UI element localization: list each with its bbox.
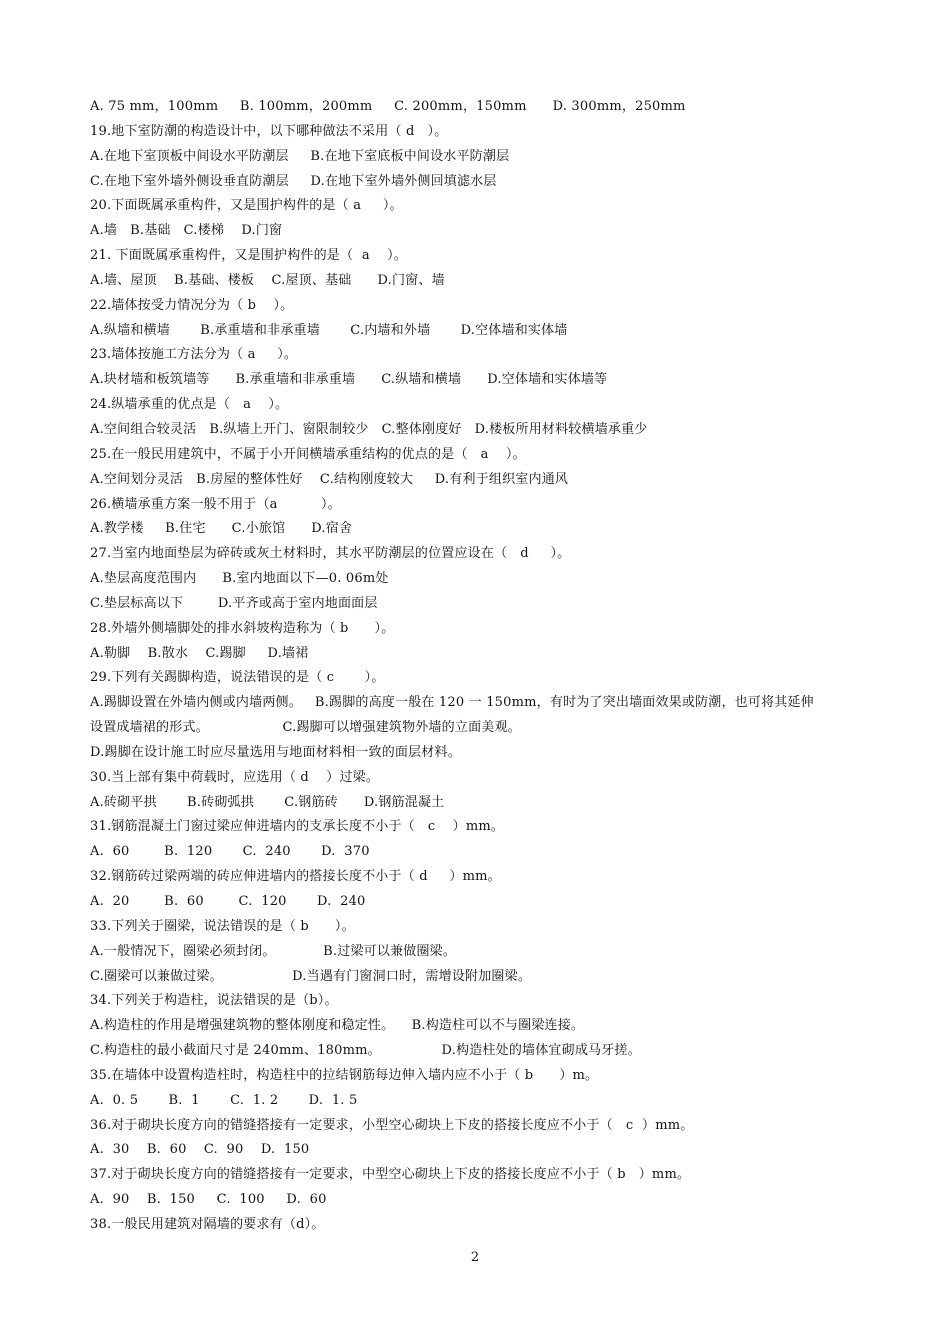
text-line: A. 90 B. 150 C. 100 D. 60	[90, 1192, 327, 1208]
text-line: A.砖砌平拱 B.砖砌弧拱 C.钢筋砖 D.钢筋混凝土	[90, 794, 445, 810]
text-line: 20.下面既属承重构件，又是围护构件的是（ a ）。	[90, 198, 403, 214]
text-line: 24.纵墙承重的优点是（ a ）。	[90, 397, 289, 413]
text-line: 33.下列关于圈梁，说法错误的是（ b ）。	[90, 918, 355, 934]
text-line: 27.当室内地面垫层为碎砖或灰土材料时，其水平防潮层的位置应设在（ d ）。	[90, 546, 571, 562]
text-line: 21. 下面既属承重构件，又是围护构件的是（ a ）。	[90, 248, 408, 264]
text-line: A.空间组合较灵活 B.纵墙上开门、窗限制较少 C.整体刚度好 D.楼板所用材料较横墙承重少	[90, 421, 648, 437]
text-line: A. 20 B. 60 C. 120 D. 240	[90, 894, 366, 909]
text-line: A. 75 mm，100mm B. 100mm，200mm C. 200mm，150mm D. 300mm，250mm	[90, 99, 686, 114]
text-line: 38.一般民用建筑对隔墙的要求有（d）。	[90, 1216, 325, 1232]
text-line: 23.墙体按施工方法分为（ a ）。	[90, 347, 298, 363]
text-line: C.在地下室外墙外侧设垂直防潮层 D.在地下室外墙外侧回填滤水层	[90, 173, 497, 189]
text-line: A.墙、屋顶 B.基础、楼板 C.屋顶、基础 D.门窗、墙	[90, 272, 445, 288]
text-line: A.勒脚 B.散水 C.踢脚 D.墙裙	[90, 645, 309, 661]
text-line: 19.地下室防潮的构造设计中，以下哪种做法不采用（ d ）。	[90, 123, 448, 139]
text-line: A. 30 B. 60 C. 90 D. 150	[90, 1142, 310, 1158]
text-line: 25.在一般民用建筑中，不属于小开间横墙承重结构的优点的是（ a ）。	[90, 446, 526, 462]
text-line: 35.在墙体中设置构造柱时，构造柱中的拉结钢筋每边伸入墙内应不小于（ b ）m。	[90, 1067, 599, 1083]
text-line: 设置成墙裙的形式。 C.踢脚可以增强建筑物外墙的立面美观。	[90, 720, 521, 736]
text-line: A. 60 B. 120 C. 240 D. 370	[90, 844, 370, 860]
text-line: C.垫层标高以下 D.平齐或高于室内地面面层	[90, 595, 378, 611]
text-line: C.构造柱的最小截面尺寸是 240mm、180mm。 D.构造柱处的墙体宜砌成马牙搓。	[90, 1043, 641, 1059]
text-line: A.块材墙和板筑墙等 B.承重墙和非承重墙 C.纵墙和横墙 D.空体墙和实体墙等	[90, 372, 608, 388]
page-number: 2	[470, 1250, 480, 1265]
text-line: 36.对于砌块长度方向的错缝搭接有一定要求，小型空心砌块上下皮的搭接长度应不小于（ c ）mm。	[90, 1117, 694, 1133]
text-line: A.一般情况下，圈梁必须封闭。 B.过梁可以兼做圈梁。	[90, 943, 457, 959]
text-line: A.在地下室顶板中间设水平防潮层 B.在地下室底板中间设水平防潮层	[90, 148, 510, 164]
text-line: A.墙 B.基础 C.楼梯 D.门窗	[90, 223, 283, 239]
text-line: D.踢脚在设计施工时应尽量选用与地面材料相一致的面层材料。	[90, 744, 461, 760]
text-line: A. 0. 5 B. 1 C. 1. 2 D. 1. 5	[90, 1092, 358, 1108]
text-line: 30.当上部有集中荷载时，应选用（ d ）过梁。	[90, 769, 380, 785]
text-line: A.踢脚设置在外墙内侧或内墙两侧。 B.踢脚的高度一般在 120 一 150mm，有时为了突出墙面效果或防潮，也可将其延伸	[90, 695, 814, 711]
text-line: 32.钢筋砖过梁两端的砖应伸进墙内的搭接长度不小于（ d ）mm。	[90, 869, 501, 885]
text-lines	[90, 95, 870, 1238]
text-line: C.圈梁可以兼做过梁。 D.当遇有门窗洞口时，需增设附加圈梁。	[90, 968, 532, 984]
text-line: 22.墙体按受力情况分为（ b ）。	[90, 297, 294, 313]
text-line: A.空间划分灵活 B.房屋的整体性好 C.结构刚度较大 D.有利于组织室内通风	[90, 471, 569, 487]
text-line: A.垫层高度范围内 B.室内地面以下—0. 06m处	[90, 571, 389, 587]
text-line: 34.下列关于构造柱，说法错误的是（b）。	[90, 993, 338, 1009]
text-line: 31.钢筋混凝土门窗过梁应伸进墙内的支承长度不小于（ c ）mm。	[90, 819, 505, 835]
text-line: 37.对于砌块长度方向的错缝搭接有一定要求，中型空心砌块上下皮的搭接长度应不小于（ b ）mm。	[90, 1167, 691, 1183]
text-line: 29.下列有关踢脚构造，说法错误的是（ c ）。	[90, 670, 385, 686]
text-line: A.教学楼 B.住宅 C.小旅馆 D.宿舍	[90, 521, 353, 537]
text-line: A.纵墙和横墙 B.承重墙和非承重墙 C.内墙和外墙 D.空体墙和实体墙	[90, 322, 568, 338]
text-line: 28.外墙外侧墙脚处的排水斜坡构造称为（ b ）。	[90, 620, 395, 636]
text-line: 26.横墙承重方案一般不用于（a ）。	[90, 496, 341, 512]
text-line: A.构造柱的作用是增强建筑物的整体刚度和稳定性。 B.构造柱可以不与圈梁连接。	[90, 1018, 585, 1034]
